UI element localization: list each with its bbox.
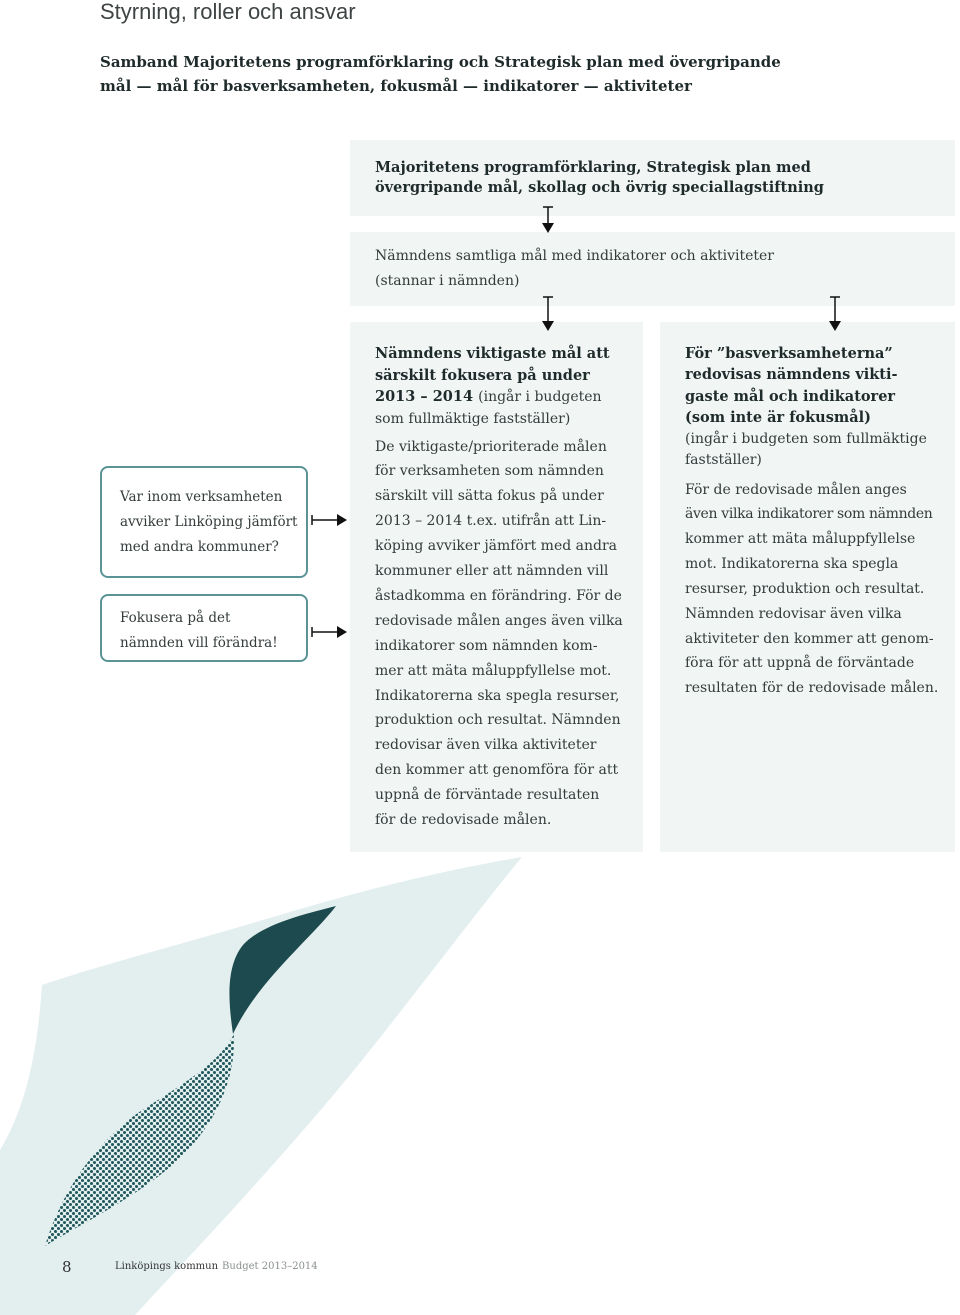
section-heading-line: mål — mål för basverksamheten, fokusmål — indikatorer — aktiviteter — [100, 77, 692, 95]
focus-goals-body-line: redovisade målen anges även vilka — [375, 612, 623, 629]
change-focus-line: Fokusera på det — [120, 609, 231, 626]
focus-goals-note: som fullmäktige fastställer) — [375, 411, 571, 428]
basic-operations-body-line: mot. Indikatorerna ska spegla — [685, 556, 899, 573]
policy-box — [350, 140, 955, 216]
focus-goals-body-line: för de redovisade målen. — [375, 812, 552, 829]
basic-operations-note: (ingår i budgeten som fullmäktige — [685, 430, 927, 447]
focus-goals-body-line: indikatorer som nämnden kom- — [375, 637, 598, 654]
basic-operations-body-line: aktiviteter den kommer att genom- — [685, 630, 934, 647]
all-goals-box-text — [375, 244, 774, 294]
focus-goals-body-line: 2013 – 2014 t.ex. utifrån att Lin- — [375, 513, 607, 530]
change-focus-text — [120, 606, 278, 656]
focus-goals-note: (ingår i budgeten — [478, 389, 602, 406]
basic-operations-body-line: resultaten för de redovisade målen. — [685, 680, 939, 697]
basic-operations-body-line: resurser, produktion och resultat. — [685, 580, 925, 597]
basic-operations-body — [685, 478, 938, 702]
comparison-question-line: med andra kommuner? — [120, 538, 279, 555]
basic-operations-heading-line: gaste mål och indikatorer — [685, 387, 896, 405]
comparison-question-text — [120, 485, 297, 560]
comparison-question-line: avviker Linköping jämfört — [120, 513, 298, 530]
page-number: 8 — [62, 1258, 72, 1276]
footer-document: Budget 2013–2014 — [222, 1261, 318, 1272]
decorative-leaf-graphic — [0, 850, 530, 1315]
arrow-right-icon — [312, 626, 347, 638]
focus-goals-body-line: för verksamheten som nämnden — [375, 463, 604, 480]
focus-goals-body-line: uppnå de förväntade resultaten — [375, 787, 600, 804]
arrow-right-icon — [312, 514, 347, 526]
section-heading — [100, 50, 781, 98]
focus-goals-heading-line: Nämndens viktigaste mål att — [375, 345, 610, 362]
focus-goals-heading-line — [375, 386, 610, 409]
policy-box-line: Majoritetens programförklaring, Strategisk plan med — [375, 159, 811, 176]
focus-goals-body-line: produktion och resultat. Nämnden — [375, 712, 621, 729]
focus-goals-body-line: åstadkomma en förändring. För de — [375, 587, 622, 604]
focus-goals-body-line: särskilt vill sätta fokus på under — [375, 488, 604, 505]
focus-goals-body-line: den kommer att genomföra för att — [375, 762, 619, 779]
comparison-question-box — [100, 466, 308, 578]
focus-goals-box — [350, 322, 643, 852]
all-goals-box-line: Nämndens samtliga mål med indikatorer och aktiviteter — [375, 247, 774, 264]
focus-goals-heading-line: särskilt fokusera på under — [375, 366, 590, 384]
focus-goals-body-line: kommuner eller att nämnden vill — [375, 563, 609, 580]
all-goals-box — [350, 232, 955, 306]
policy-box-text — [375, 158, 824, 197]
focus-goals-body-line: köping avviker jämfört med andra — [375, 538, 618, 555]
focus-goals-body — [375, 435, 623, 834]
footer-organisation: Linköpings kommun — [115, 1261, 219, 1272]
footer-text — [115, 1260, 318, 1274]
change-focus-box — [100, 594, 308, 662]
basic-operations-body-line: föra för att uppnå de förväntade — [685, 655, 915, 672]
focus-goals-body-line: De viktigaste/prioriterade målen — [375, 438, 607, 455]
focus-goals-body-line: redovisar även vilka aktiviteter — [375, 737, 597, 754]
pale-swoosh-shape — [0, 857, 522, 1315]
basic-operations-box — [660, 322, 955, 852]
focus-goals-body-line: Indikatorerna ska spegla resurser, — [375, 687, 620, 704]
change-focus-line: nämnden vill förändra! — [120, 634, 278, 651]
basic-operations-body-line: även vilka indikatorer som nämnden — [685, 506, 933, 523]
focus-goals-heading — [375, 343, 610, 431]
focus-goals-body-line: mer att mäta måluppfyllelse mot. — [375, 662, 612, 679]
page-title: Styrning, roller och ansvar — [100, 0, 356, 24]
all-goals-box-line: (stannar i nämnden) — [375, 272, 520, 289]
basic-operations-note: fastställer) — [685, 452, 762, 469]
basic-operations-heading-line: För ”basverksamheterna” — [685, 345, 893, 362]
basic-operations-heading-line: redovisas nämndens vikti- — [685, 366, 898, 384]
basic-operations-body-line: kommer att mäta måluppfyllelse — [685, 531, 916, 548]
comparison-question-line: Var inom verksamheten — [120, 488, 283, 505]
section-heading-line: Samband Majoritetens programförklaring och Strategisk plan med övergripande — [100, 53, 781, 71]
focus-goals-years: 2013 – 2014 — [375, 388, 474, 406]
basic-operations-body-line: Nämnden redovisar även vilka — [685, 605, 902, 622]
basic-operations-heading — [685, 343, 927, 471]
basic-operations-heading-line: (som inte är fokusmål) — [685, 409, 871, 427]
basic-operations-body-line: För de redovisade målen anges — [685, 481, 907, 498]
policy-box-line: övergripande mål, skollag och övrig speciallagstiftning — [375, 178, 824, 196]
